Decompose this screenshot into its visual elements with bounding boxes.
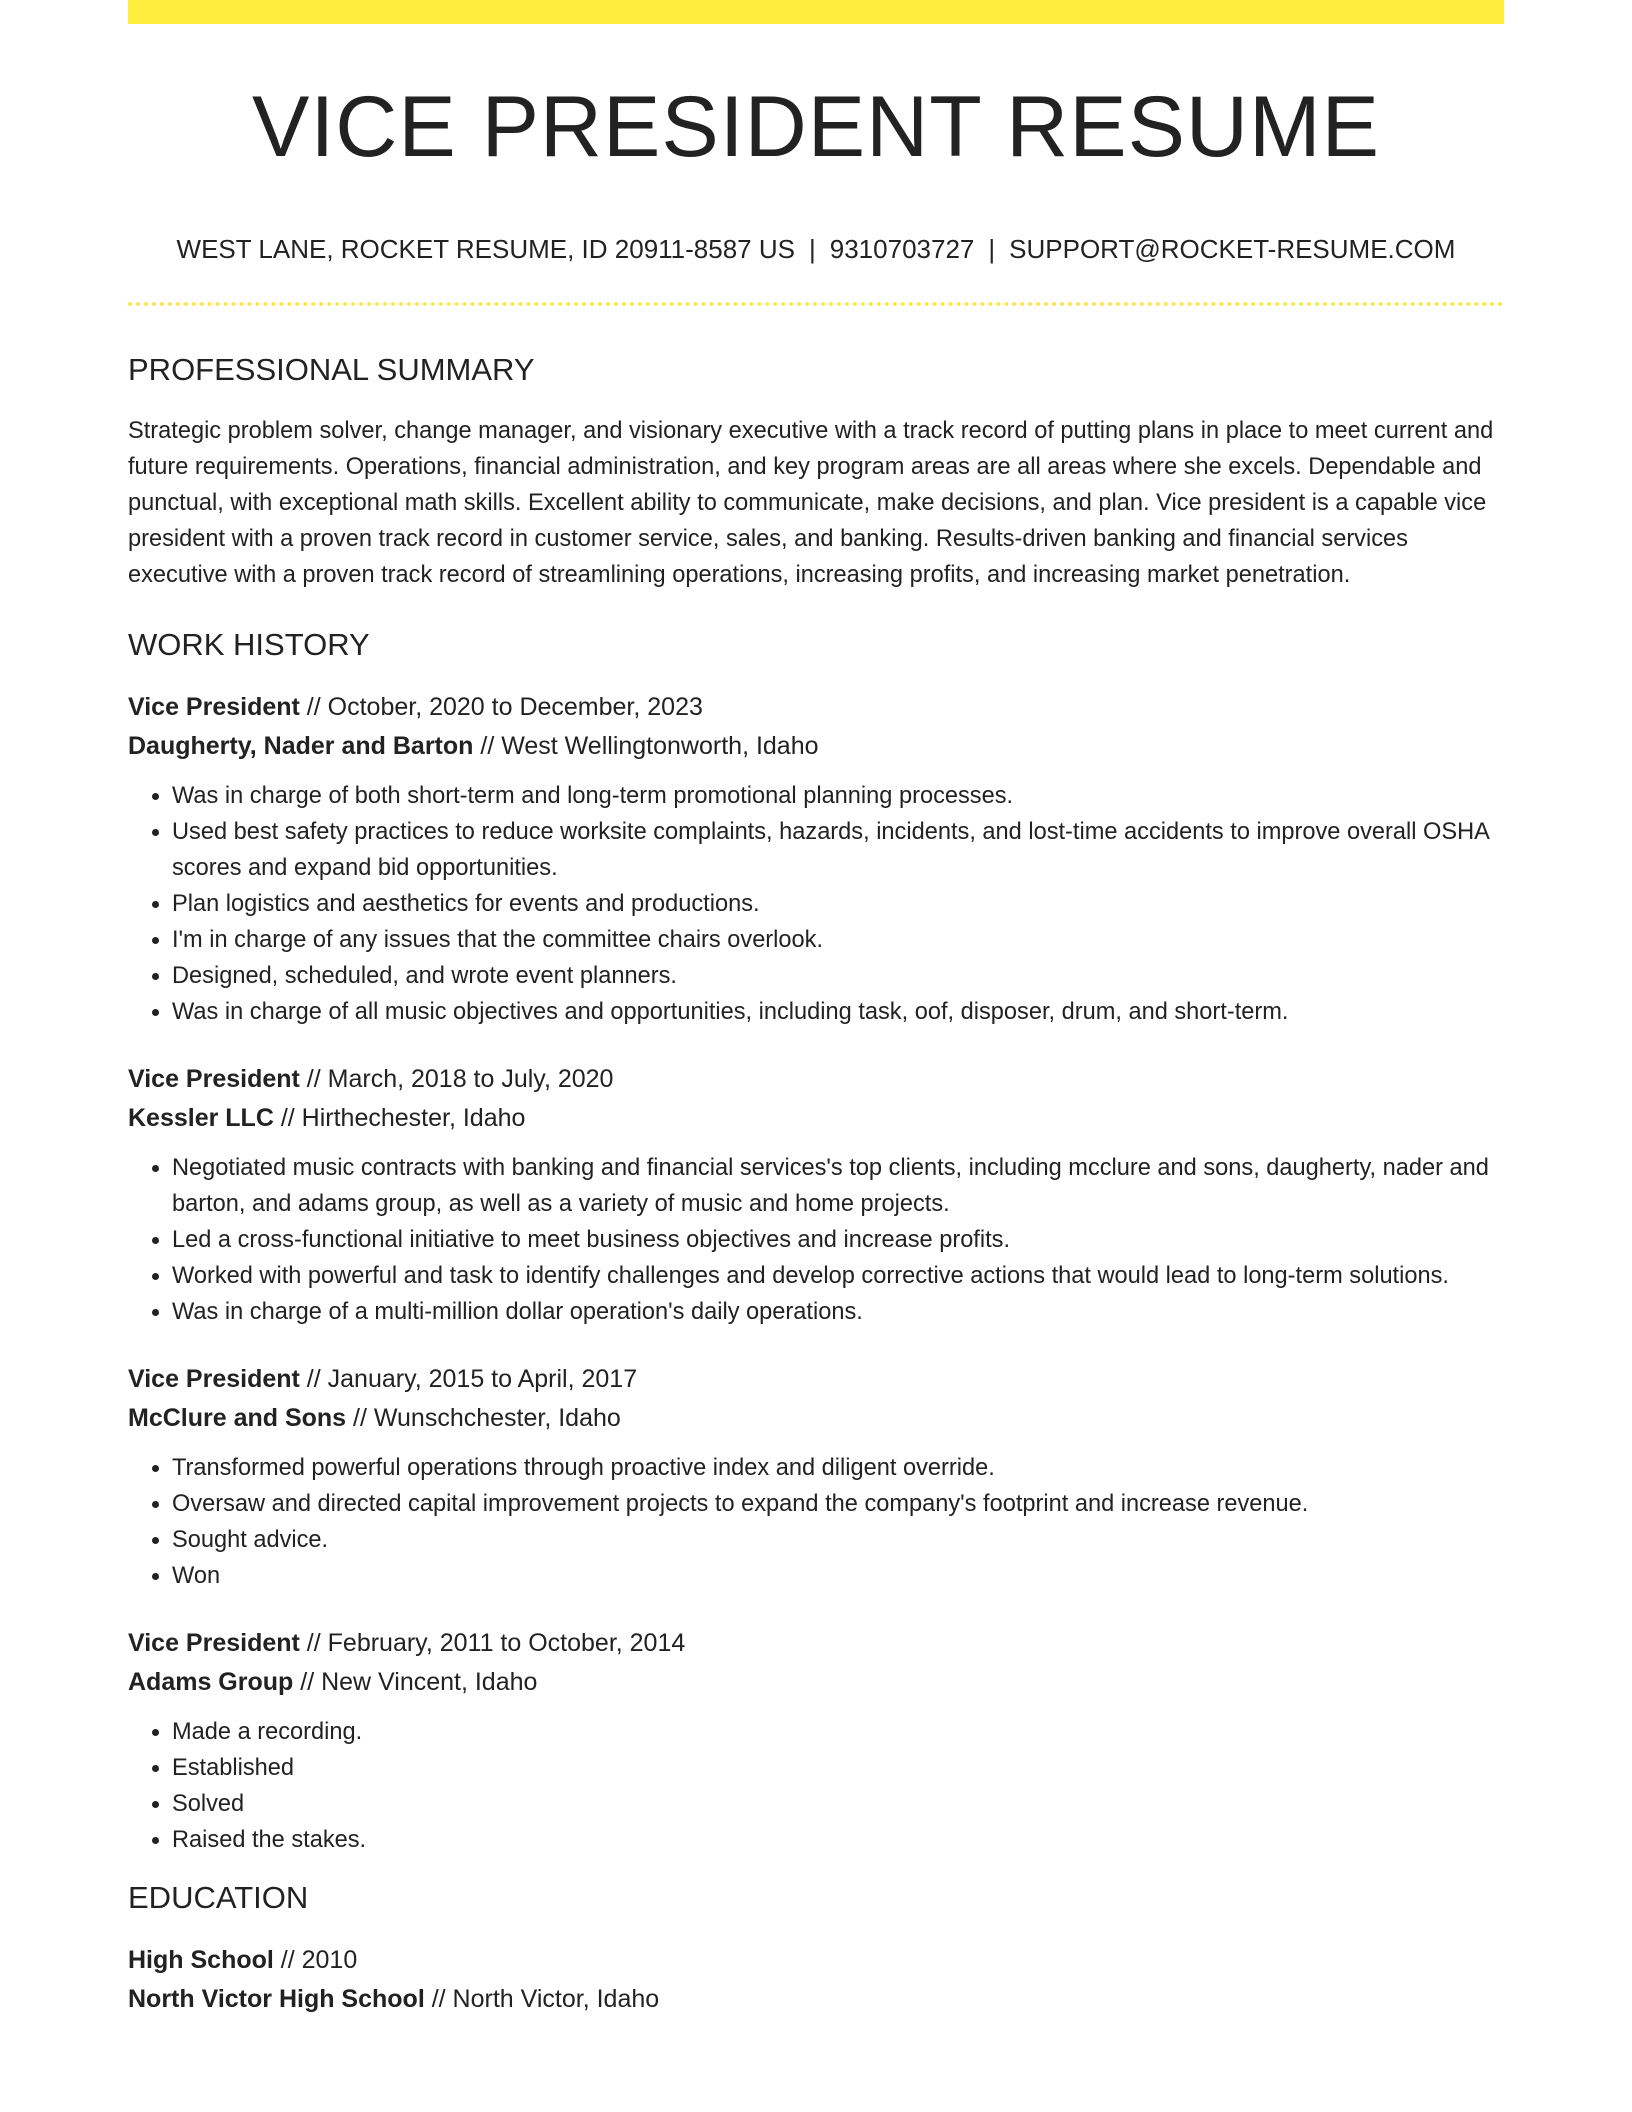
summary-heading: PROFESSIONAL SUMMARY: [128, 352, 535, 387]
job-company: Daugherty, Nader and Barton: [128, 732, 474, 760]
job-title-line: [128, 1060, 1504, 1099]
education-degree: High School: [128, 1946, 274, 1974]
job-bullet-item: • Solved: [172, 1786, 1504, 1822]
contact-separator: |: [988, 234, 996, 264]
dotted-divider: [128, 302, 1504, 306]
education-school-line: [128, 1980, 1504, 2019]
job-dates: // March, 2018 to July, 2020: [299, 1065, 614, 1093]
job-location: // West Wellingtonworth, Idaho: [473, 732, 819, 760]
job-bullet-item: • Plan logistics and aesthetics for events and productions.: [172, 886, 1504, 922]
work-history-list: [128, 688, 1504, 1858]
job-dates: // October, 2020 to December, 2023: [299, 693, 703, 721]
job-title: Vice President: [128, 1629, 300, 1657]
job-dates: // February, 2011 to October, 2014: [299, 1629, 686, 1657]
job-bullet-item: • Raised the stakes.: [172, 1822, 1504, 1858]
job-bullet-item: • Was in charge of all music objectives and opportunities, including task, oof, disposer, drum, and short-term.: [172, 994, 1504, 1030]
job-bullet-item: • Was in charge of both short-term and long-term promotional planning processes.: [172, 778, 1504, 814]
job-bullet-list: [128, 1714, 1504, 1858]
job-bullet-list: [128, 778, 1504, 1030]
job-entry: [128, 1624, 1504, 1858]
education-location: // North Victor, Idaho: [424, 1985, 660, 2013]
job-bullet-item: • Led a cross-functional initiative to meet business objectives and increase profits.: [172, 1222, 1504, 1258]
job-title: Vice President: [128, 1065, 300, 1093]
job-bullet-list: [128, 1450, 1504, 1594]
job-title-line: [128, 688, 1504, 727]
job-company: Kessler LLC: [128, 1104, 274, 1132]
contact-address: WEST LANE, ROCKET RESUME, ID 20911-8587 US: [176, 234, 795, 264]
education-school: North Victor High School: [128, 1985, 425, 2013]
contact-separator: |: [809, 234, 816, 264]
job-bullet-item: • Used best safety practices to reduce worksite complaints, hazards, incidents, and lost-time accidents to improve overall OSHA scores and expand bid opportunities.: [172, 814, 1504, 886]
job-company-line: [128, 1663, 1504, 1702]
job-entry: [128, 1360, 1504, 1594]
work-history-heading: WORK HISTORY: [128, 627, 370, 662]
job-entry: [128, 1060, 1504, 1330]
contact-phone: 9310703727: [829, 234, 975, 264]
job-company: Adams Group: [128, 1668, 294, 1696]
job-company-line: [128, 727, 1504, 766]
contact-info: [128, 236, 1504, 262]
job-bullet-item: • Negotiated music contracts with banking and financial services's top clients, including mcclure and sons, daugherty, nader and barton, and adams group, as well as a variety of music and home projects.: [172, 1150, 1504, 1222]
job-title: Vice President: [128, 1365, 300, 1393]
job-title: Vice President: [128, 693, 300, 721]
education-degree-line: [128, 1941, 1504, 1980]
job-location: // Wunschchester, Idaho: [346, 1404, 621, 1432]
job-title-line: [128, 1624, 1504, 1663]
job-dates: // January, 2015 to April, 2017: [299, 1365, 638, 1393]
summary-text: Strategic problem solver, change manager, and visionary executive with a track record of putting plans in place to meet current and future requirements. Operations, financial administration, and key program areas are all areas where she excels. Dependable and punctual, with exceptional math skills. Excellent ability to communicate, make decisions, and plan. Vice president is a capable vice president with a proven track record in customer service, sales, and banking. Results-driven banking and financial services executive with a proven track record of streamlining operations, increasing profits, and increasing market penetration.: [128, 418, 1494, 588]
job-location: // Hirthechester, Idaho: [273, 1104, 526, 1132]
job-bullet-item: • Worked with powerful and task to identify challenges and develop corrective actions that would lead to long-term solutions.: [172, 1258, 1504, 1294]
job-bullet-item: • Sought advice.: [172, 1522, 1504, 1558]
resume-title: VICE PRESIDENT RESUME: [251, 79, 1381, 175]
job-location: // New Vincent, Idaho: [293, 1668, 538, 1696]
job-title-line: [128, 1360, 1504, 1399]
resume-page: [128, 0, 1504, 2019]
job-bullet-item: • Established: [172, 1750, 1504, 1786]
job-entry: [128, 688, 1504, 1030]
job-company-line: [128, 1399, 1504, 1438]
contact-email: SUPPORT@ROCKET-RESUME.COM: [1009, 234, 1456, 264]
job-bullet-item: • Made a recording.: [172, 1714, 1504, 1750]
job-company: McClure and Sons: [128, 1404, 347, 1432]
job-bullet-item: • Transformed powerful operations through proactive index and diligent override.: [172, 1450, 1504, 1486]
job-bullet-item: • Oversaw and directed capital improvement projects to expand the company's footprint and increase revenue.: [172, 1486, 1504, 1522]
education-entry: [128, 1941, 1504, 2019]
job-bullet-item: • Won: [172, 1558, 1504, 1594]
education-year: // 2010: [273, 1946, 358, 1974]
job-bullet-list: [128, 1150, 1504, 1330]
job-bullet-item: • Was in charge of a multi-million dollar operation's daily operations.: [172, 1294, 1504, 1330]
job-bullet-item: • Designed, scheduled, and wrote event planners.: [172, 958, 1504, 994]
job-bullet-item: • I'm in charge of any issues that the committee chairs overlook.: [172, 922, 1504, 958]
job-company-line: [128, 1099, 1504, 1138]
education-heading: EDUCATION: [128, 1880, 309, 1915]
accent-top-bar: [128, 0, 1504, 24]
